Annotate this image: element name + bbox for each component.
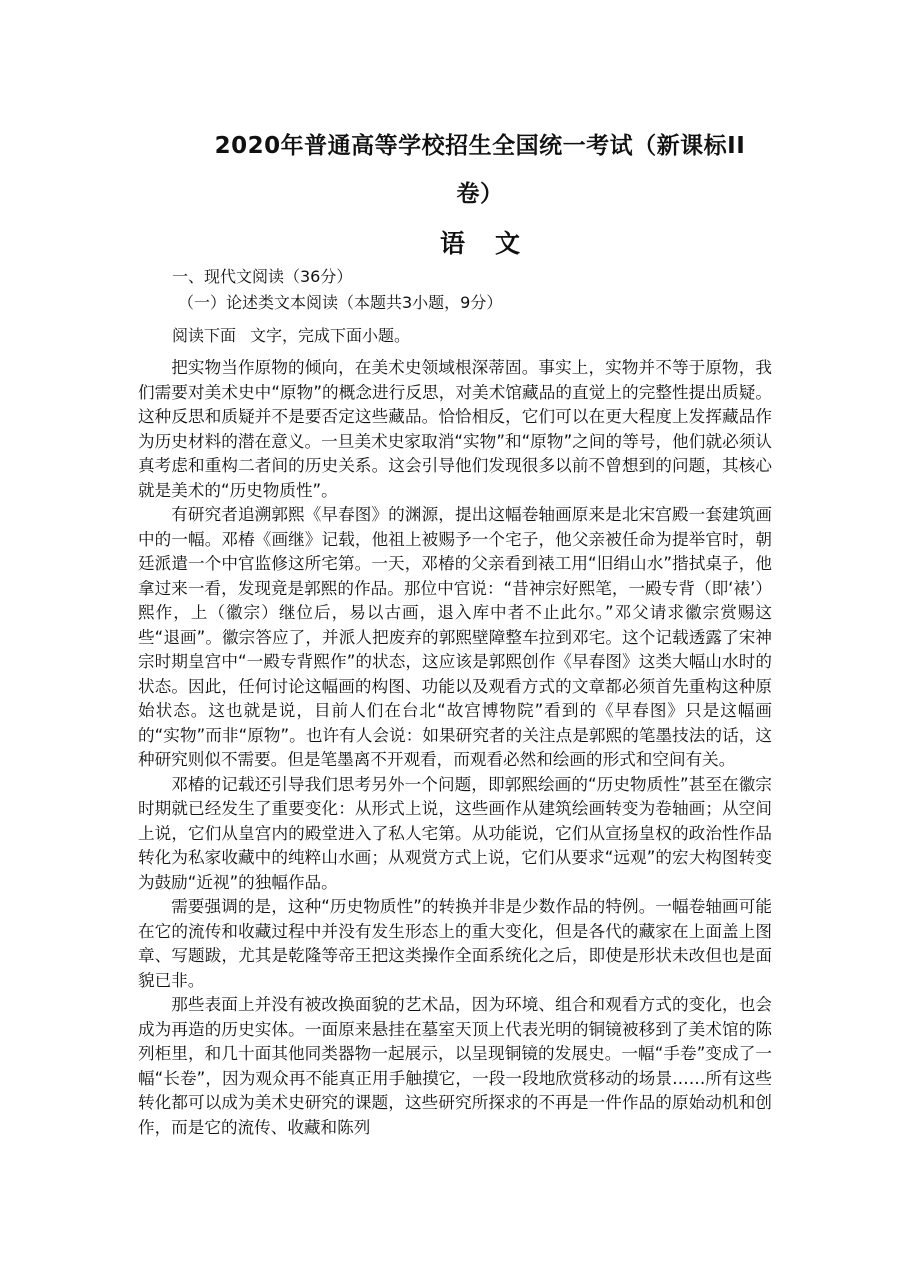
passage-paragraph: 有研究者追溯郭熙《早春图》的渊源，提出这幅卷轴画原来是北宋宫殿一套建筑画中的一幅。邓椿《画继》记载，他祖上被赐予一个宅子，他父亲被任命为提举官时，朝廷派遣一个中官监修这所宅第。一天，邓椿的父亲看到裱工用“旧绢山水”揩拭桌子，他拿过来一看，发现竟是郭熙的作品。那位中官说：“昔神宗好熙笔，一殿专背（即‘裱’）熙作，上（徽宗）继位后，易以古画，退入库中者不止此尔。”邓父请求徽宗赏赐这些“退画”。徽宗答应了，并派人把废弃的郭熙壁障整车拉到邓宅。这个记载透露了宋神宗时期皇宫中“一殿专背熙作”的状态，这应该是郭熙创作《早春图》这类大幅山水时的状态。因此，任何讨论这幅画的构图、功能以及观看方式的文章都必须首先重构这种原始状态。这也就是说，目前人们在台北“故宫博物院”看到的《早春图》只是这幅画的“实物”而非“原物”。也许有人会说：如果研究者的关注点是郭熙的笔墨技法的话，这种研究则似不需要。但是笔墨离不开观看，而观看必然和绘画的形式和空间有关。 xyxy=(138,505,772,769)
exam-title-line2: 卷） xyxy=(456,181,504,207)
section-heading: 一、现代文阅读（36分） xyxy=(172,267,353,286)
subject-title: 语文 xyxy=(439,229,550,258)
passage-paragraph: 把实物当作原物的倾向，在美术史领域根深蒂固。事实上，实物并不等于原物，我们需要对美术史中“原物”的概念进行反思，对美术馆藏品的直觉上的完整性提出质疑。这种反思和质疑并不是要否定这些藏品。恰恰相反，它们可以在更大程度上发挥藏品作为历史材料的潜在意义。一旦美术史家取消“实物”和“原物”之间的等号，他们就必须认真考虑和重构二者间的历史关系。这会引导他们发现很多以前不曾想到的问题，其核心就是美术的“历史物质性”。 xyxy=(138,358,772,500)
reading-passage xyxy=(138,356,772,1140)
reading-instruction xyxy=(172,323,410,346)
instruction-part2: 文字，完成下面小题。 xyxy=(250,326,411,345)
section-subheading: （一）论述类文本阅读（本题共3小题，9分） xyxy=(178,293,503,312)
passage-paragraph: 邓椿的记载还引导我们思考另外一个问题，即郭熙绘画的“历史物质性”甚至在徽宗时期就已经发生了重要变化：从形式上说，这些画作从建筑绘画转变为卷轴画；从空间上说，它们从皇宫内的殿堂进入了私人宅第。从功能说，它们从宣扬皇权的政治性作品转化为私家收藏中的纯粹山水画；从观赏方式上说，它们从要求“远观”的宏大构图转变为鼓励“近视”的独幅作品。 xyxy=(138,774,772,892)
passage-paragraph: 那些表面上并没有被改换面貌的艺术品，因为环境、组合和观看方式的变化，也会成为再造的历史实体。一面原来悬挂在墓室天顶上代表光明的铜镜被移到了美术馆的陈列柜里，和几十面其他同类器物一起展示，以呈现铜镜的发展史。一幅“手卷”变成了一幅“长卷”，因为观众再不能真正用手触摸它，一段一段地欣赏移动的场景……所有这些转化都可以成为美术史研究的课题，这些研究所探求的不再是一件作品的原始动机和创作，而是它的流传、收藏和陈列 xyxy=(138,995,772,1137)
exam-title-line1: 2020年普通高等学校招生全国统一考试（新课标II xyxy=(214,133,746,159)
passage-paragraph: 需要强调的是，这种“历史物质性”的转换并非是少数作品的特例。一幅卷轴画可能在它的流传和收藏过程中并没有发生形态上的重大变化，但是各代的藏家在上面盖上图章、写题跋，尤其是乾隆等帝王把这类操作全面系统化之后，即使是形状未改但也是面貌已非。 xyxy=(138,897,772,990)
instruction-part1: 阅读下面 xyxy=(172,326,237,345)
